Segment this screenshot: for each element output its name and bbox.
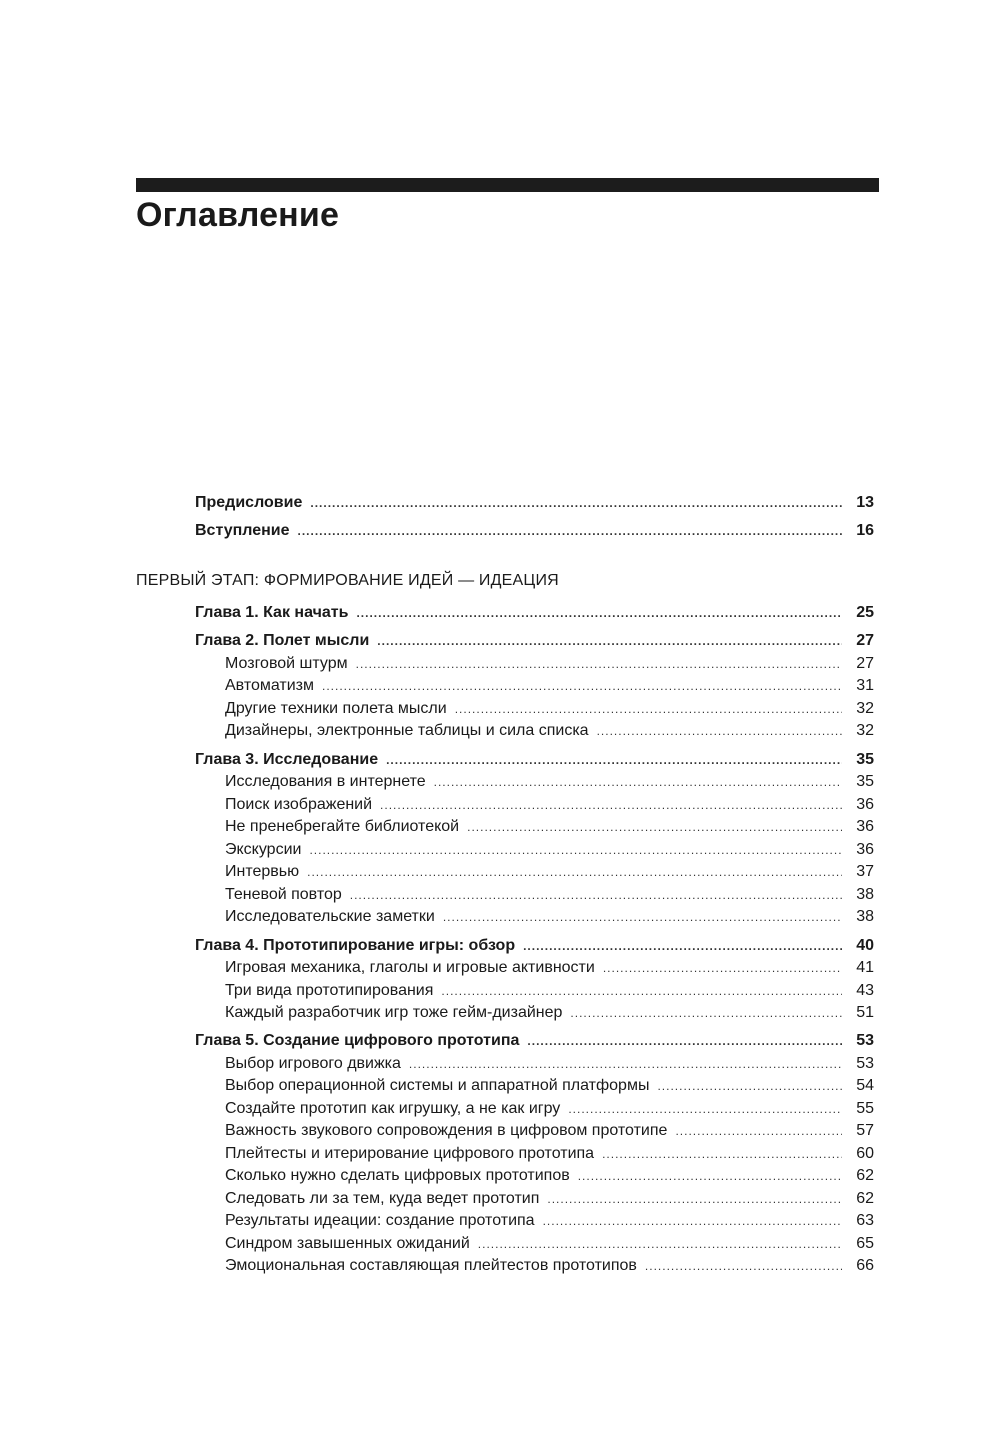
section-label: Выбор операционной системы и аппаратной платформы bbox=[225, 1077, 650, 1094]
chapter-page: 53 bbox=[856, 1032, 874, 1049]
section-label: Экскурсии bbox=[225, 841, 302, 858]
chapter-label: Глава 1. Как начать bbox=[195, 604, 349, 621]
section-page: 53 bbox=[856, 1055, 874, 1072]
toc-section[interactable] bbox=[225, 795, 874, 815]
section-label: Исследовательские заметки bbox=[225, 908, 435, 925]
dot-leader bbox=[350, 885, 842, 905]
section-page: 32 bbox=[856, 722, 874, 739]
section-label: Выбор игрового движка bbox=[225, 1055, 401, 1072]
section-page: 38 bbox=[856, 886, 874, 903]
toc-section[interactable] bbox=[225, 1003, 874, 1023]
toc-section[interactable] bbox=[225, 981, 874, 1001]
toc-section[interactable] bbox=[225, 1234, 874, 1254]
toc-section[interactable] bbox=[225, 1166, 874, 1186]
dot-leader bbox=[441, 981, 842, 1001]
toc-section[interactable] bbox=[225, 1099, 874, 1119]
toc-section[interactable] bbox=[225, 1189, 874, 1209]
toc-section[interactable] bbox=[225, 1144, 874, 1164]
section-page: 38 bbox=[856, 908, 874, 925]
section-label: Следовать ли за тем, куда ведет прототип bbox=[225, 1190, 540, 1207]
dot-leader bbox=[434, 772, 842, 792]
dot-leader bbox=[386, 750, 842, 770]
section-label: Синдром завышенных ожиданий bbox=[225, 1235, 470, 1252]
dot-leader bbox=[645, 1256, 842, 1276]
dot-leader bbox=[322, 676, 842, 696]
toc-section[interactable] bbox=[225, 1211, 874, 1231]
section-label: Плейтесты и итерирование цифрового прототипа bbox=[225, 1145, 595, 1162]
chapter-page: 40 bbox=[856, 937, 874, 954]
dot-leader bbox=[356, 654, 842, 674]
section-page: 63 bbox=[856, 1212, 874, 1229]
dot-leader bbox=[455, 699, 842, 719]
section-label: Результаты идеации: создание прототипа bbox=[225, 1212, 535, 1229]
section-label: Эмоциональная составляющая плейтестов прототипов bbox=[225, 1257, 637, 1274]
part-heading: ПЕРВЫЙ ЭТАП: ФОРМИРОВАНИЕ ИДЕЙ — ИДЕАЦИЯ bbox=[136, 572, 559, 589]
section-page: 51 bbox=[856, 1004, 874, 1021]
section-page: 43 bbox=[856, 982, 874, 999]
dot-leader bbox=[543, 1211, 842, 1231]
chapter-label: Глава 2. Полет мысли bbox=[195, 632, 370, 649]
dot-leader bbox=[307, 862, 842, 882]
toc-section[interactable] bbox=[225, 1076, 874, 1096]
section-page: 66 bbox=[856, 1257, 874, 1274]
dot-leader bbox=[597, 721, 842, 741]
chapter-label: Глава 5. Создание цифрового прототипа bbox=[195, 1032, 520, 1049]
toc-section[interactable] bbox=[225, 1121, 874, 1141]
toc-section[interactable] bbox=[225, 817, 874, 837]
section-page: 62 bbox=[856, 1167, 874, 1184]
section-label: Игровая механика, глаголы и игровые активности bbox=[225, 959, 595, 976]
section-label: Не пренебрегайте библиотекой bbox=[225, 818, 460, 835]
section-page: 36 bbox=[856, 818, 874, 835]
dot-leader bbox=[657, 1076, 842, 1096]
dot-leader bbox=[603, 958, 842, 978]
section-label: Другие техники полета мысли bbox=[225, 700, 447, 717]
chapter-page: 27 bbox=[856, 632, 874, 649]
dot-leader bbox=[527, 1031, 842, 1051]
section-page: 55 bbox=[856, 1100, 874, 1117]
toc-section[interactable] bbox=[225, 840, 874, 860]
toc-section[interactable] bbox=[225, 654, 874, 674]
dot-leader bbox=[443, 907, 842, 927]
dot-leader bbox=[298, 521, 843, 541]
section-page: 65 bbox=[856, 1235, 874, 1252]
dot-leader bbox=[478, 1234, 842, 1254]
toc-section[interactable] bbox=[225, 699, 874, 719]
section-page: 35 bbox=[856, 773, 874, 790]
toc-chapter-1[interactable] bbox=[195, 603, 874, 623]
dot-leader bbox=[467, 817, 842, 837]
toc-chapter-4[interactable] bbox=[195, 936, 874, 956]
dot-leader bbox=[380, 795, 842, 815]
toc-entry-introduction[interactable] bbox=[195, 521, 874, 541]
section-page: 57 bbox=[856, 1122, 874, 1139]
toc-chapter-3[interactable] bbox=[195, 750, 874, 770]
toc-section[interactable] bbox=[225, 907, 874, 927]
chapter-label: Глава 3. Исследование bbox=[195, 751, 379, 768]
toc-entry-page: 16 bbox=[856, 522, 874, 539]
section-page: 41 bbox=[856, 959, 874, 976]
toc-entry-page: 13 bbox=[856, 494, 874, 511]
section-label: Каждый разработчик игр тоже гейм-дизайнер bbox=[225, 1004, 563, 1021]
section-label: Автоматизм bbox=[225, 677, 315, 694]
dot-leader bbox=[409, 1054, 842, 1074]
dot-leader bbox=[568, 1099, 842, 1119]
dot-leader bbox=[602, 1144, 842, 1164]
section-label: Поиск изображений bbox=[225, 796, 373, 813]
toc-section[interactable] bbox=[225, 676, 874, 696]
toc-section[interactable] bbox=[225, 772, 874, 792]
section-page: 60 bbox=[856, 1145, 874, 1162]
section-page: 37 bbox=[856, 863, 874, 880]
dot-leader bbox=[570, 1003, 842, 1023]
chapter-page: 25 bbox=[856, 604, 874, 621]
section-page: 27 bbox=[856, 655, 874, 672]
chapter-page: 35 bbox=[856, 751, 874, 768]
dot-leader bbox=[523, 936, 842, 956]
dot-leader bbox=[578, 1166, 842, 1186]
section-page: 36 bbox=[856, 841, 874, 858]
toc-section[interactable] bbox=[225, 958, 874, 978]
section-label: Сколько нужно сделать цифровых прототипов bbox=[225, 1167, 570, 1184]
section-label: Дизайнеры, электронные таблицы и сила списка bbox=[225, 722, 589, 739]
toc-section[interactable] bbox=[225, 885, 874, 905]
section-page: 31 bbox=[856, 677, 874, 694]
toc-chapter-2[interactable] bbox=[195, 631, 874, 651]
chapter-label: Глава 4. Прототипирование игры: обзор bbox=[195, 937, 516, 954]
section-label: Теневой повтор bbox=[225, 886, 342, 903]
toc-entry-preface[interactable] bbox=[195, 493, 874, 513]
dot-leader bbox=[377, 631, 842, 651]
section-label: Исследования в интернете bbox=[225, 773, 426, 790]
toc-chapter-5[interactable] bbox=[195, 1031, 874, 1051]
page-title: Оглавление bbox=[136, 196, 340, 234]
dot-leader bbox=[309, 840, 842, 860]
section-label: Важность звукового сопровождения в цифровом прототипе bbox=[225, 1122, 668, 1139]
toc-section[interactable] bbox=[225, 862, 874, 882]
dot-leader bbox=[547, 1189, 842, 1209]
toc-section[interactable] bbox=[225, 1256, 874, 1276]
dot-leader bbox=[310, 493, 842, 513]
toc-entry-label: Предисловие bbox=[195, 494, 303, 511]
section-label: Интервью bbox=[225, 863, 300, 880]
section-page: 54 bbox=[856, 1077, 874, 1094]
section-page: 36 bbox=[856, 796, 874, 813]
dot-leader bbox=[675, 1121, 842, 1141]
section-label: Создайте прототип как игрушку, а не как игру bbox=[225, 1100, 561, 1117]
section-page: 62 bbox=[856, 1190, 874, 1207]
section-page: 32 bbox=[856, 700, 874, 717]
toc-section[interactable] bbox=[225, 1054, 874, 1074]
dot-leader bbox=[356, 603, 842, 623]
toc-section[interactable] bbox=[225, 721, 874, 741]
section-label: Три вида прототипирования bbox=[225, 982, 434, 999]
toc-entry-label: Вступление bbox=[195, 522, 290, 539]
section-label: Мозговой штурм bbox=[225, 655, 348, 672]
